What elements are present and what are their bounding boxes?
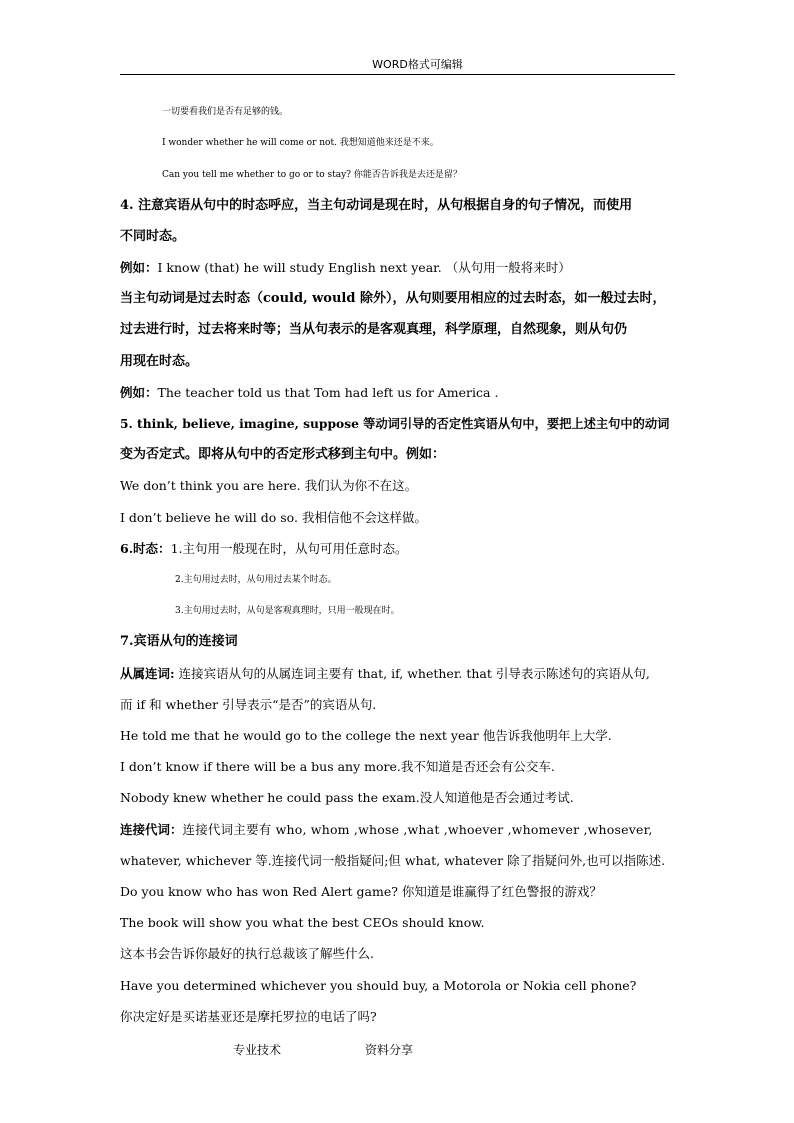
term-label: 连接代词：	[120, 822, 183, 837]
tense-text: 1.主句用一般现在时，从句可用任意时态。	[170, 541, 408, 556]
tense-line	[120, 540, 680, 558]
text-line: I wonder whether he will come or not. 我想知道他来还是不来。	[162, 138, 439, 148]
text-line: I don’t know if there will be a bus any more.我不知道是否还会有公交车.	[120, 759, 555, 774]
text-line: 变为否定式。即将从句中的否定形式移到主句中。例如：	[120, 447, 446, 462]
text-line	[120, 821, 675, 839]
text-line: Do you know who has won Red Alert game? 你知道是谁赢得了红色警报的游戏？	[120, 884, 602, 899]
example-label: 例如：	[120, 385, 158, 400]
text-line: whatever, whichever 等.连接代词一般指疑问;但 what, whatever 除了指疑问外,也可以指陈述.	[120, 853, 666, 868]
text-line: Can you tell me whether to go or to stay? 你能否告诉我是去还是留？	[162, 170, 462, 180]
text-line: 2.主句用过去时，从句用过去某个时态。	[175, 575, 337, 585]
header-text: WORD格式可编辑	[372, 58, 463, 71]
text-line: 这本书会告诉你最好的执行总裁该了解些什么.	[120, 946, 374, 961]
text-line: 而 if 和 whether 引导表示“是否”的宾语从句.	[120, 697, 377, 712]
text-line: Have you determined whichever you should buy, a Motorola or Nokia cell phone?	[120, 978, 637, 993]
page-header	[120, 56, 675, 75]
term-text: 连接宾语从句的从属连词主要有 that, if, whether. that 引导表示陈述句的宾语从句,	[174, 666, 650, 681]
text-line: The book will show you what the best CEOs should know.	[120, 915, 485, 930]
text-line: 4. 注意宾语从句中的时态呼应，当主句动词是现在时，从句根据自身的句子情况，而使用	[120, 198, 633, 213]
text-line: 不同时态。	[120, 229, 186, 244]
section-heading: 7.宾语从句的连接词	[120, 634, 238, 649]
text-line: 过去进行时，过去将来时等；当从句表示的是客观真理，科学原理，自然现象，则从句仍	[120, 322, 628, 337]
text-line: 一切要看我们是否有足够的钱。	[162, 107, 289, 117]
example-line	[120, 259, 680, 277]
text-line: 用现在时态。	[120, 354, 199, 369]
text-line: He told me that he would go to the college the next year 他告诉我他明年上大学.	[120, 728, 612, 743]
text-line: 5. think, believe, imagine, suppose 等动词引导的否定性宾语从句中，要把上述主句中的动词	[120, 416, 670, 431]
term-text: 连接代词主要有 who, whom ,whose ,what ,whoever ,whomever ,whosever,	[182, 822, 653, 837]
text-line: 当主句动词是过去时态（could, would 除外），从句则要用相应的过去时态，如一般过去时，	[120, 291, 666, 306]
term-label: 从属连词:	[120, 666, 175, 681]
tense-label: 6.时态：	[120, 541, 171, 556]
example-line	[120, 384, 680, 402]
example-label: 例如：	[120, 260, 158, 275]
text-line: Nobody knew whether he could pass the exam.没人知道他是否会通过考试.	[120, 790, 574, 805]
footer-left: 专业技术	[233, 1043, 282, 1057]
text-line	[120, 665, 680, 683]
example-text: I know (that) he will study English next year. （从句用一般将来时）	[157, 260, 571, 275]
text-line: I don’t believe he will do so. 我相信他不会这样做。	[120, 510, 427, 525]
text-line: 你决定好是买诺基亚还是摩托罗拉的电话了吗?	[120, 1009, 377, 1024]
text-line: We don’t think you are here. 我们认为你不在这。	[120, 478, 418, 493]
example-text: The teacher told us that Tom had left us for America .	[157, 385, 499, 400]
footer-right: 资料分享	[365, 1043, 414, 1057]
text-line: 3.主句用过去时，从句是客观真理时，只用一般现在时。	[175, 606, 400, 616]
